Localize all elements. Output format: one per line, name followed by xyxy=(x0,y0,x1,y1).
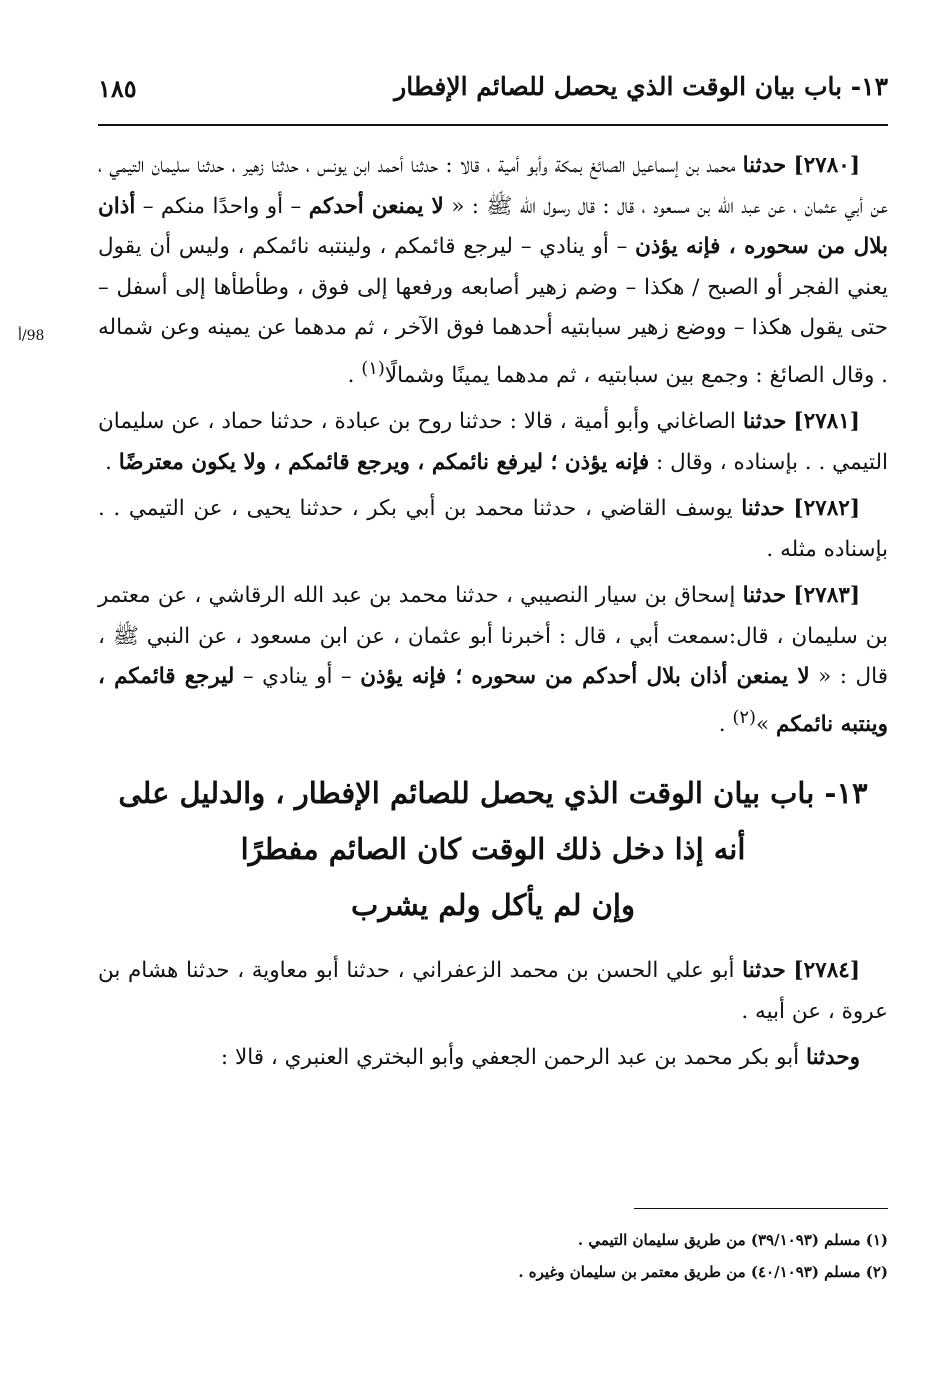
hadith-text: . xyxy=(105,449,112,475)
hadith-matn: فإنه يؤذن ؛ ليرفع نائمكم ، ويرجع قائمكم ، ولا يكون معترضًا xyxy=(118,449,650,475)
hadith-text: » xyxy=(756,711,770,737)
footnote-rule xyxy=(634,1208,888,1209)
hadith-number: [٢٧٨١] xyxy=(793,409,860,435)
page-header xyxy=(98,72,888,114)
lead-word: حدثنا xyxy=(742,583,787,609)
footnote-item: (١) مسلم (٣٩/١٠٩٣) من طريق سليمان التيمي . xyxy=(577,1231,888,1249)
footnote-ref: (٢) xyxy=(732,706,757,728)
chapter-heading xyxy=(98,765,888,933)
hadith-2782 xyxy=(98,489,888,570)
hadith-text: – أو ينادي – xyxy=(242,664,352,690)
hadith-text: محمد بن إسماعيل الصائغ بمكة وأبو أمية ، قالا : حدثنا أحمد ابن يونس ، حدثنا زهير ، حدثنا سليمان التيمي ، عن أبي عثمان ، عن عبد الله بن مسعود ، قال : قال رسول الله ﷺ : « xyxy=(98,153,888,219)
hadith-text: يوسف القاضي ، حدثنا محمد بن أبي بكر ، حدثنا يحيى ، عن التيمي . . بإسناده مثله . xyxy=(98,496,888,562)
hadith-2780 xyxy=(98,146,888,396)
hadith-2784 xyxy=(98,951,888,1032)
hadith-text: أبو علي الحسن بن محمد الزعفراني ، حدثنا أبو معاوية ، حدثنا هشام بن عروة ، عن أبيه . xyxy=(98,958,888,1024)
hadith-continuation xyxy=(98,1038,888,1079)
lead-word: حدثنا xyxy=(742,409,787,435)
hadith-matn: ليرجع قائمكم ، وينتبه نائمكم xyxy=(98,664,888,737)
lead-word: حدثنا xyxy=(742,153,787,178)
main-text xyxy=(98,146,888,1085)
hadith-2781 xyxy=(98,402,888,483)
lead-word: حدثنا xyxy=(741,496,785,522)
hadith-text: أبو بكر محمد بن عبد الرحمن الجعفي وأبو البختري العنبري ، قالا : xyxy=(220,1045,800,1071)
hadith-2783 xyxy=(98,576,888,745)
lead-word: حدثنا xyxy=(742,958,786,984)
hadith-number: [٢٧٨٠] xyxy=(793,153,861,178)
hadith-text: الصاغاني وأبو أمية ، قالا : حدثنا روح بن عبادة ، حدثنا حماد ، عن سليمان التيمي . . بإسناده ، وقال : xyxy=(98,409,888,475)
footnote-item: (٢) مسلم (٤٠/١٠٩٣) من طريق معتمر بن سليمان وغيره . xyxy=(518,1263,888,1281)
hadith-matn: أذان بلال من سحوره ، فإنه يؤذن xyxy=(98,193,889,259)
hadith-matn: لا يمنعن أذان بلال أحدكم من سحوره ؛ فإنه يؤذن xyxy=(360,664,810,690)
footnotes xyxy=(98,1224,888,1288)
hadith-text: – أو واحدًا منكم – xyxy=(142,193,302,219)
header-rule xyxy=(98,124,888,126)
chapter-heading-line: ١٣- باب بيان الوقت الذي يحصل للصائم الإفطار ، والدليل على xyxy=(118,776,868,811)
hadith-number: [٢٧٨٤] xyxy=(793,958,860,984)
lead-word: وحدثنا xyxy=(806,1045,860,1071)
hadith-text: إسحاق بن سيار النصيبي ، حدثنا محمد بن عبد الله الرقاشي ، عن معتمر بن سليمان ، قال:سمعت أبي ، قال : أخبرنا أبو عثمان ، عن ابن مسعود ، عن النبي ﷺ ، قال : « xyxy=(98,583,888,690)
margin-folio-note: 98/أ xyxy=(18,328,45,344)
hadith-number: [٢٧٨٢] xyxy=(793,496,860,522)
page-number: ١٨٥ xyxy=(98,74,137,103)
footnote-ref: (١) xyxy=(361,357,385,379)
hadith-text: . xyxy=(347,362,355,388)
hadith-number: [٢٧٨٣] xyxy=(793,583,860,609)
running-title: ١٣- باب بيان الوقت الذي يحصل للصائم الإفطار xyxy=(394,72,888,101)
chapter-heading-line: أنه إذا دخل ذلك الوقت كان الصائم مفطرًا xyxy=(240,832,746,867)
chapter-heading-line: وإن لم يأكل ولم يشرب xyxy=(351,888,635,923)
hadith-text: . xyxy=(718,711,726,737)
hadith-matn: لا يمنعن أحدكم xyxy=(308,193,444,219)
hadith-text: – أو ينادي – ليرجع قائمكم ، ولينتبه نائمكم ، وليس أن يقول يعني الفجر أو الصبح / هكذا – وضم زهير أصابعه ورفعها إلى فوق ، وطأطأها إلى أسفل – حتى يقول هكذا – ووضع زهير سبابتيه أحدهما فوق الآخر ، ثم مدهما عن يمينه وعن شماله . وقال الصائغ : وجمع بين سبابتيه ، ثم مدهما يمينًا وشمالًا xyxy=(98,234,888,388)
